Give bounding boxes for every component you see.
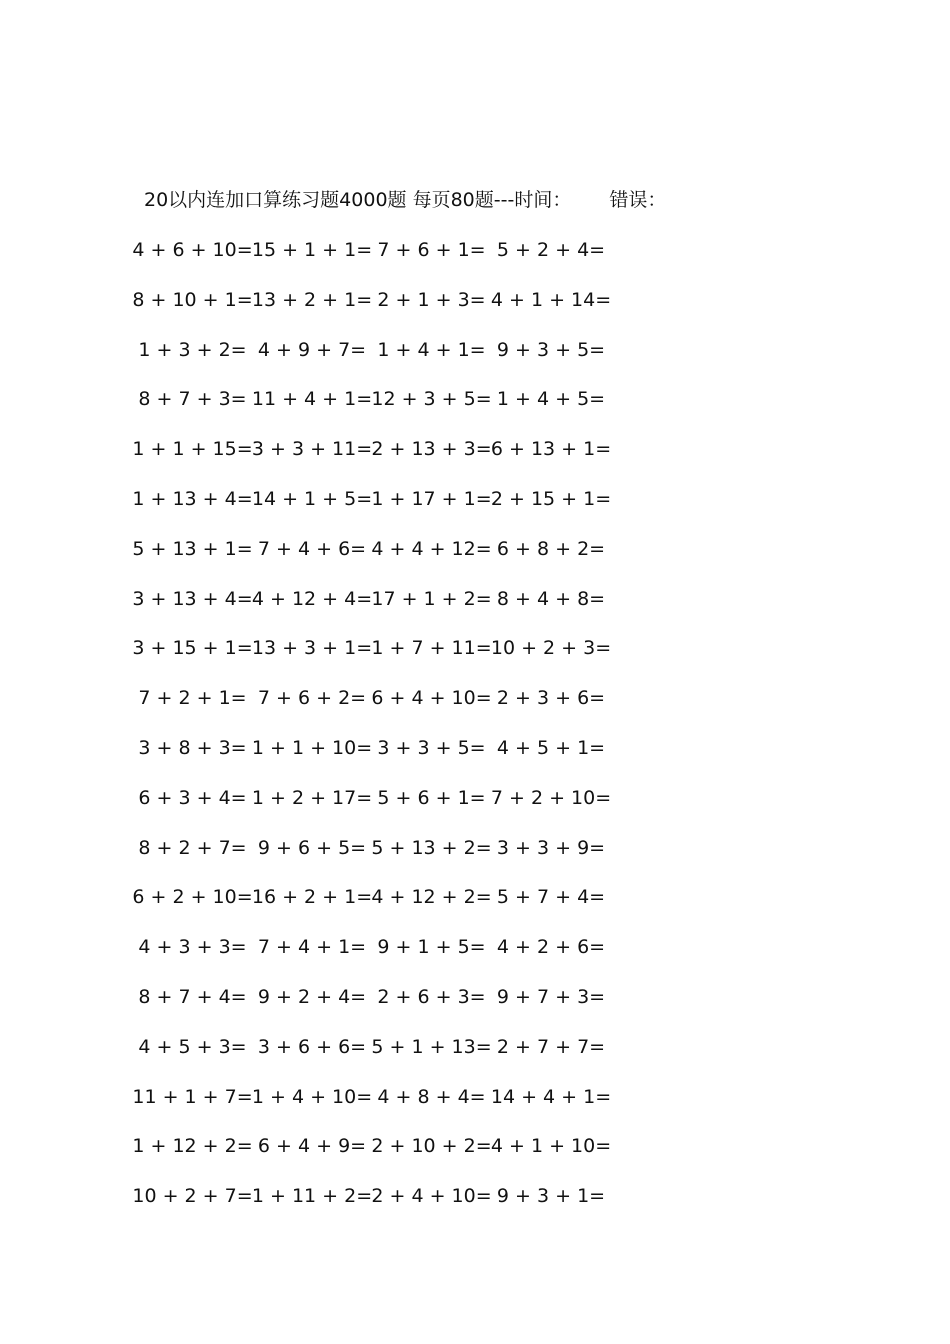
problem-item: 1 + 13 + 4= (132, 488, 253, 510)
problem-item: 7 + 2 + 1= (138, 687, 247, 710)
problem-item: 3 + 13 + 4= (132, 587, 253, 610)
problem-row (130, 1132, 650, 1160)
problem-item: 6 + 2 + 10= (132, 886, 253, 909)
problem-item: 7 + 6 + 2= (257, 687, 367, 710)
problem-item: 4 + 1 + 10= (490, 1135, 612, 1158)
problem-item: 2 + 1 + 3= (377, 288, 486, 311)
problem-item: 9 + 3 + 5= (496, 338, 606, 361)
problem-item: 6 + 3 + 4= (138, 786, 247, 809)
problem-item: 5 + 2 + 4= (496, 239, 606, 261)
problem-item: 1 + 4 + 1= (377, 338, 486, 361)
problem-item: 4 + 5 + 1= (496, 737, 606, 759)
problem-row (130, 1182, 650, 1210)
problem-item: 4 + 6 + 10= (132, 239, 253, 261)
problem-item: 4 + 3 + 3= (138, 936, 247, 959)
problem-row (130, 883, 650, 911)
problem-item: 5 + 6 + 1= (377, 786, 486, 809)
problem-item: 4 + 1 + 14= (490, 288, 612, 311)
problem-item: 3 + 3 + 11= (251, 438, 373, 461)
problem-item: 4 + 8 + 4= (377, 1085, 486, 1108)
problem-row (130, 535, 650, 563)
problem-item: 3 + 6 + 6= (257, 1035, 367, 1058)
worksheet-header (144, 186, 666, 214)
problem-row (130, 485, 650, 513)
problem-item: 6 + 8 + 2= (496, 537, 606, 560)
problem-row (130, 933, 650, 961)
problem-item: 10 + 2 + 7= (132, 1185, 253, 1208)
problem-item: 7 + 4 + 1= (257, 936, 367, 959)
problem-item: 1 + 4 + 5= (496, 388, 606, 411)
problem-item: 4 + 12 + 4= (251, 587, 373, 610)
problem-item: 5 + 13 + 2= (371, 836, 492, 859)
problem-row (130, 286, 650, 314)
problem-item: 8 + 10 + 1= (132, 288, 253, 311)
problem-item: 8 + 2 + 7= (138, 836, 247, 859)
problem-item: 15 + 1 + 1= (251, 239, 373, 261)
problem-item: 17 + 1 + 2= (371, 587, 492, 610)
problem-row (130, 585, 650, 613)
problem-item: 2 + 10 + 2= (371, 1135, 492, 1158)
problem-item: 1 + 2 + 17= (251, 786, 373, 809)
problem-row (130, 236, 650, 264)
problem-item: 11 + 1 + 7= (132, 1085, 253, 1108)
problem-item: 1 + 4 + 10= (251, 1085, 373, 1108)
problem-item: 2 + 3 + 6= (496, 687, 606, 710)
problem-item: 6 + 4 + 9= (257, 1135, 367, 1158)
problem-item: 4 + 4 + 12= (371, 537, 492, 560)
problem-item: 3 + 15 + 1= (132, 637, 253, 660)
problem-item: 9 + 3 + 1= (496, 1185, 606, 1208)
problem-row (130, 834, 650, 862)
problem-item: 8 + 7 + 4= (138, 986, 247, 1008)
problem-item: 13 + 3 + 1= (251, 637, 373, 660)
problem-item: 4 + 2 + 6= (496, 936, 606, 959)
problem-item: 9 + 2 + 4= (257, 986, 367, 1008)
problem-item: 2 + 15 + 1= (490, 488, 612, 510)
problem-item: 2 + 4 + 10= (371, 1185, 492, 1208)
problem-item: 6 + 4 + 10= (371, 687, 492, 710)
problem-item: 3 + 3 + 9= (496, 836, 606, 859)
problem-item: 1 + 17 + 1= (371, 488, 492, 510)
problem-item: 13 + 2 + 1= (251, 288, 373, 311)
problem-item: 2 + 6 + 3= (377, 986, 486, 1008)
problem-item: 2 + 13 + 3= (371, 438, 492, 461)
problem-item: 3 + 8 + 3= (138, 737, 247, 759)
problem-item: 6 + 13 + 1= (490, 438, 612, 461)
problem-item: 5 + 1 + 13= (371, 1035, 492, 1058)
problem-item: 10 + 2 + 3= (490, 637, 612, 660)
problem-item: 4 + 9 + 7= (257, 338, 367, 361)
problem-item: 9 + 6 + 5= (257, 836, 367, 859)
problem-item: 1 + 1 + 15= (132, 438, 253, 461)
problem-item: 2 + 7 + 7= (496, 1035, 606, 1058)
problem-item: 3 + 3 + 5= (377, 737, 486, 759)
problem-row (130, 983, 650, 1011)
problem-row (130, 1033, 650, 1061)
worksheet-title: 20以内连加口算练习题4000题 每页80题---时间： (144, 189, 572, 211)
problem-item: 12 + 3 + 5= (371, 388, 492, 411)
problem-item: 8 + 4 + 8= (496, 587, 606, 610)
problem-item: 9 + 7 + 3= (496, 986, 606, 1008)
problem-item: 4 + 5 + 3= (138, 1035, 247, 1058)
problem-item: 1 + 1 + 10= (251, 737, 373, 759)
errors-label: 错误： (609, 189, 667, 211)
problem-row (130, 1083, 650, 1111)
problem-item: 9 + 1 + 5= (377, 936, 486, 959)
problem-row (130, 734, 650, 762)
problem-row (130, 385, 650, 413)
problem-item: 1 + 3 + 2= (138, 338, 247, 361)
problem-item: 8 + 7 + 3= (138, 388, 247, 411)
problem-item: 1 + 11 + 2= (251, 1185, 373, 1208)
problem-item: 11 + 4 + 1= (251, 388, 373, 411)
problem-item: 16 + 2 + 1= (251, 886, 373, 909)
problem-row (130, 336, 650, 364)
problem-item: 7 + 6 + 1= (377, 239, 486, 261)
problem-row (130, 634, 650, 662)
problem-item: 5 + 13 + 1= (132, 537, 253, 560)
problem-row (130, 435, 650, 463)
problem-item: 5 + 7 + 4= (496, 886, 606, 909)
problem-item: 7 + 2 + 10= (490, 786, 612, 809)
problem-row (130, 684, 650, 712)
problem-item: 14 + 4 + 1= (490, 1085, 612, 1108)
problem-item: 7 + 4 + 6= (257, 537, 367, 560)
problem-item: 4 + 12 + 2= (371, 886, 492, 909)
problem-item: 1 + 12 + 2= (132, 1135, 253, 1158)
problem-item: 1 + 7 + 11= (371, 637, 492, 660)
problem-item: 14 + 1 + 5= (251, 488, 373, 510)
problem-row (130, 784, 650, 812)
